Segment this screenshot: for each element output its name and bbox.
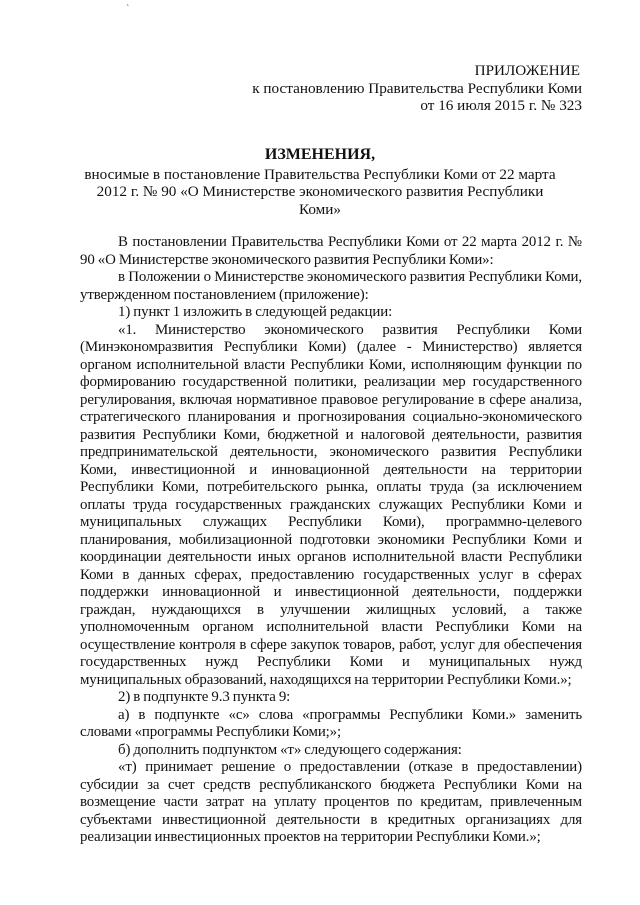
- appendix-line-2: от 16 июля 2015 г. № 323: [420, 97, 582, 114]
- paragraph: б) дополнить подпунктом «т» следующего содержания:: [118, 741, 462, 758]
- document-body: [80, 234, 582, 847]
- heading-block: [80, 146, 560, 218]
- paragraph: в Положении о Министерстве экономического развития Республики Коми, утвержденном постановлением (приложение):: [80, 269, 582, 303]
- corner-mark: ˋ: [126, 4, 130, 15]
- appendix-line-1: к постановлению Правительства Республики Коми: [252, 79, 582, 97]
- paragraph: 1) пункт 1 изложить в следующей редакции:: [118, 304, 393, 320]
- paragraph: «т) принимает решение о предоставлении (отказе в предоставлении) субсидии за счет средств республиканского бюджета Республики Коми на возмещение части затрат на уплату процентов по кредитам, привлеченным субъектами инвестиционной деятельности в кредитных организациях для реализации инвестиционных проектов на территории Республики Коми.»;: [80, 759, 582, 845]
- heading-title: ИЗМЕНЕНИЯ,: [264, 146, 376, 163]
- paragraph: «1. Министерство экономического развития Республики Коми (Минэкономразвития Республики Коми) (далее - Министерство) является органом исполнительной власти Республики Коми, исполняющим функции по формированию государственной политики, реализации мер государственного регулирования, включая нормативное правовое регулирование в сфере анализа, стратегического планирования и прогнозирования социально-экономического развития Республики Коми, бюджетной и налоговой деятельности, развития предпринимательской деятельности, экономического развития Республики Коми, инвестиционной и инновационной деятельности на территории Республики Коми, потребительского рынка, оплаты труда (за исключением оплаты труда государственных гражданских служащих Республики Коми и муниципальных служащих Республики Коми), программно-целевого планирования, мобилизационной подготовки экономики Республики Коми и координации деятельности иных органов исполнительной власти Республики Коми в данных сферах, предоставлению государственных услуг в сферах поддержки инновационной и инвестиционной деятельности, поддержки граждан, нуждающихся в улучшении жилищных условий, а также уполномоченным органом исполнительной власти Республики Коми на осуществление контроля в сфере закупок товаров, работ, услуг для обеспечения государственных нужд Республики Коми и муниципальных нужд муниципальных образований, находящихся на территории Республики Коми.»;: [80, 321, 582, 688]
- paragraph: 2) в подпункте 9.3 пункта 9:: [118, 689, 291, 705]
- appendix-title: ПРИЛОЖЕНИЕ: [474, 62, 580, 79]
- paragraph: а) в подпункте «с» слова «программы Республики Коми.» заменить словами «программы Республики Коми;»;: [80, 706, 582, 740]
- paragraph: В постановлении Правительства Республики Коми от 22 марта 2012 г. № 90 «О Министерстве экономического развития Республики Коми»:: [80, 234, 582, 268]
- appendix-block: [252, 62, 582, 115]
- heading-subtitle: вносимые в постановление Правительства Республики Коми от 22 марта 2012 г. № 90 «О Министерстве экономического развития Республики Коми»: [84, 165, 556, 218]
